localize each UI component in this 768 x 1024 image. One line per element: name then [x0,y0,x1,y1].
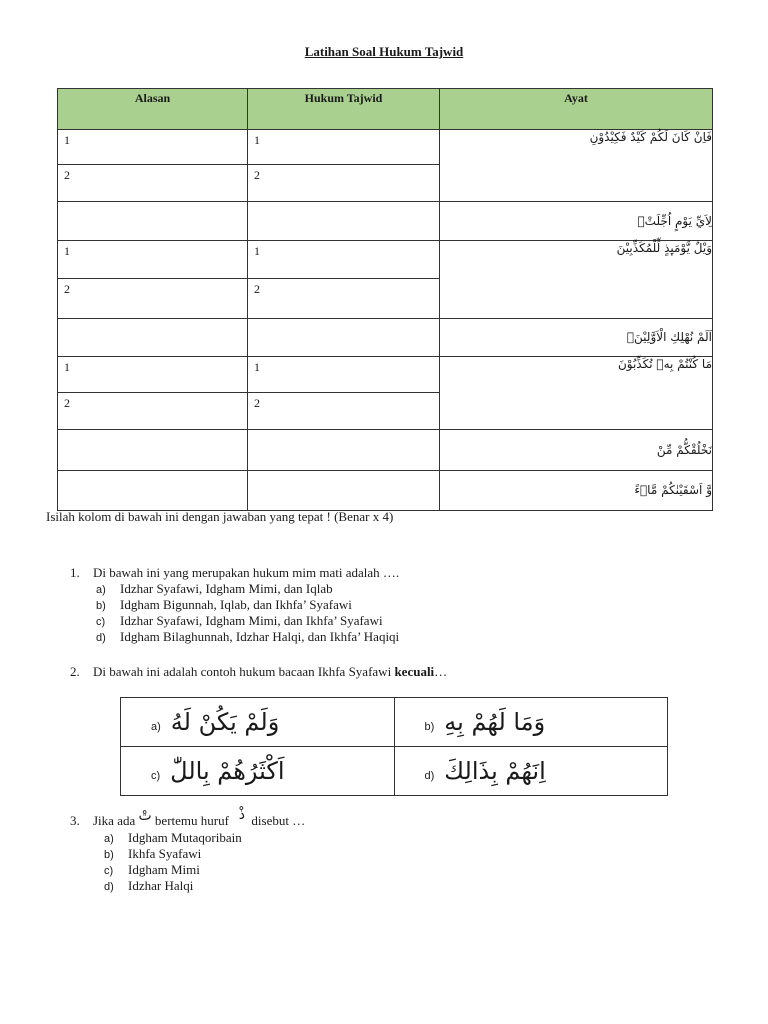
answer-cell[interactable] [58,319,248,357]
arabic-letter: تْ [138,808,152,824]
row-number: 2 [64,396,70,410]
option-d[interactable] [104,878,242,894]
option-text: Idzhar Syafawi, Idgham Mimi, dan Ikhfa’ Syafawi [120,613,383,628]
answer-cell[interactable] [248,202,440,241]
ayat-cell: وَيْلٌ يَّوْمَىِٕذٍ لِّلْمُكَذِّبِيْنَ [440,241,713,319]
table-row [58,319,713,357]
table-row [58,241,713,279]
option-text: Idgham Bigunnah, Iqlab, dan Ikhfa’ Syafawi [120,597,352,612]
header-alasan: Alasan [58,89,248,130]
answer-cell[interactable] [248,471,440,511]
table-row [58,357,713,393]
question-text [93,664,447,680]
header-hukum-tajwid: Hukum Tajwid [248,89,440,130]
question-1 [70,565,710,581]
option-text: Idgham Mutaqoribain [128,830,242,845]
row-number: 2 [254,168,260,182]
question-1-options [96,581,399,645]
answer-cell[interactable] [58,202,248,241]
question-number: 1. [70,565,80,580]
question-text-part: bertemu huruf [154,813,229,828]
option-letter: c) [96,616,106,628]
question-3 [70,807,710,831]
option-text: Idgham Mimi [128,862,200,877]
option-a[interactable] [121,698,395,747]
option-letter: c) [104,865,114,877]
question-text-part: … [434,664,448,679]
answer-cell[interactable] [58,130,248,165]
option-text: وَمَا لَهُمْ بِهِ [444,708,546,736]
answer-cell[interactable] [58,471,248,511]
answer-cell[interactable] [248,430,440,471]
answer-cell[interactable] [248,357,440,393]
option-c[interactable] [96,613,399,629]
option-text: اَكْثَرُهُمْ بِاللّٰ [170,757,285,785]
option-letter: a) [96,584,106,596]
question-2 [70,664,710,680]
ayat-cell: وَّ اَسْقَيْنٰكُمْ مَّاۤءً [440,471,713,511]
option-c[interactable] [121,747,395,796]
question-text [93,807,306,829]
option-letter: d) [96,632,106,644]
option-text: Idgham Bilaghunnah, Idzhar Halqi, dan Ikhfa’ Haqiqi [120,629,400,644]
question-number: 3. [70,813,80,828]
option-letter: b) [424,721,435,733]
option-text: Ikhfa Syafawi [128,846,202,861]
header-ayat: Ayat [440,89,713,130]
table-row [58,202,713,241]
row-number: 1 [64,244,70,258]
answer-cell[interactable] [58,241,248,279]
option-a[interactable] [104,830,242,846]
answer-cell[interactable] [58,279,248,319]
option-b[interactable] [394,698,668,747]
page-title: Latihan Soal Hukum Tajwid [304,44,464,59]
ayat-cell: مَا كُنْتُمْ بِهٖ تُكَذِّبُوْنَ [440,357,713,430]
answer-cell[interactable] [248,241,440,279]
row-number: 1 [64,360,70,374]
option-b[interactable] [96,597,399,613]
question-2-options [120,697,668,796]
row-number: 2 [254,396,260,410]
table-header-row [58,89,713,130]
option-text: Idzhar Halqi [128,878,194,893]
option-letter: c) [151,770,161,782]
option-b[interactable] [104,846,242,862]
answer-cell[interactable] [248,279,440,319]
question-text-part: Di bawah ini adalah contoh hukum bacaan Ikhfa Syafawi [93,664,395,679]
option-letter: b) [96,600,106,612]
question-number: 2. [70,664,80,679]
row-number: 1 [254,133,260,147]
option-text: Idzhar Syafawi, Idgham Mimi, dan Iqlab [120,581,333,596]
ayat-cell: اَلَمْ نُهْلِكِ الْاَوَّلِيْنَۗ [440,319,713,357]
tajwid-table [57,88,713,511]
option-text: اِنَهُمْ بِذَالِكَ [444,757,546,785]
question-text-part: disebut … [251,813,306,828]
option-d[interactable] [394,747,668,796]
ayat-cell: نَخْلُقْكُّمْ مِّنْ [440,430,713,471]
arabic-letter: ذْ [238,807,245,823]
answer-cell[interactable] [58,165,248,202]
row-number: 2 [254,282,260,296]
option-text: وَلَمْ يَكُنْ لَهُ [170,708,280,736]
option-c[interactable] [104,862,242,878]
answer-cell[interactable] [58,393,248,430]
answer-cell[interactable] [248,130,440,165]
row-number: 1 [254,244,260,258]
row-number: 1 [64,133,70,147]
option-letter: a) [104,833,114,845]
table-row [58,430,713,471]
option-a[interactable] [96,581,399,597]
row-number: 2 [64,168,70,182]
option-letter: a) [151,721,161,733]
table-row [58,471,713,511]
question-text-emphasis: kecuali [394,664,435,679]
answer-cell[interactable] [58,430,248,471]
answer-cell[interactable] [248,165,440,202]
option-letter: b) [104,849,114,861]
table-row [58,130,713,165]
instruction-text: Isilah kolom di bawah ini dengan jawaban yang tepat ! (Benar x 4) [46,509,394,524]
option-letter: d) [424,770,435,782]
answer-cell[interactable] [248,393,440,430]
row-number: 1 [254,360,260,374]
row-number: 2 [64,282,70,296]
ayat-cell: لِاَيِّ يَوْمٍ اُجِّلَتْۗ [440,202,713,241]
question-text-part: Jika ada [93,813,136,828]
answer-cell[interactable] [58,357,248,393]
option-letter: d) [104,881,114,893]
answer-cell[interactable] [248,319,440,357]
ayat-cell: فَاِنْ كَانَ لَكُمْ كَيْدٌ فَكِيْدُوْنِ [440,130,713,202]
question-text: Di bawah ini yang merupakan hukum mim mati adalah …. [93,565,400,580]
question-3-options [104,830,242,894]
option-d[interactable] [96,629,399,645]
